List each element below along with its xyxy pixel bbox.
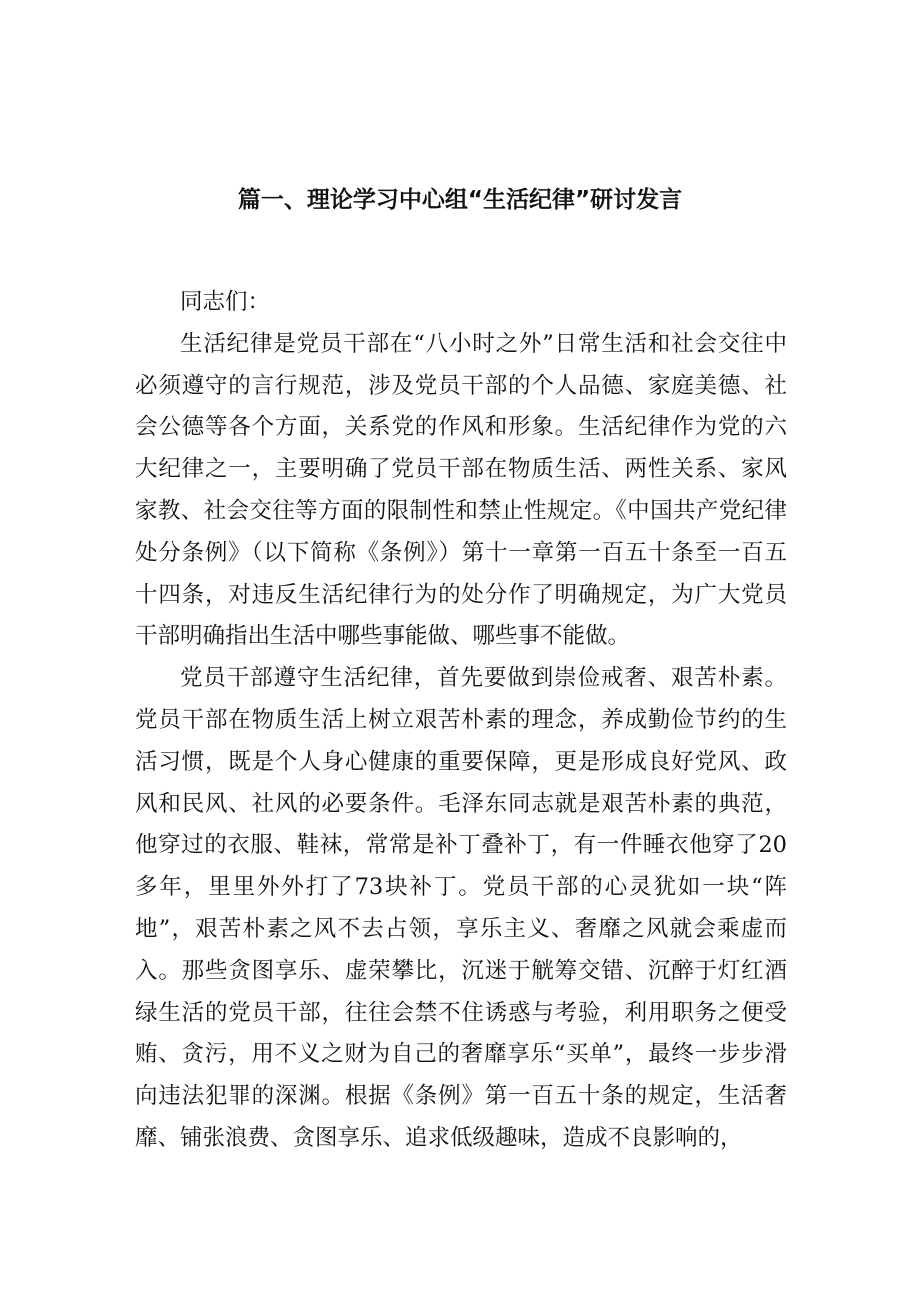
paragraph: 生活纪律是党员干部在“八小时之外”日常生活和社会交往中必须遵守的言行规范，涉及党员干部的个人品德、家庭美德、社会公德等各个方面，关系党的作风和形象。生活纪律作为党的六大纪律之一，主要明确了党员干部在物质生活、两性关系、家风家教、社会交往等方面的限制性和禁止性规定。《中国共产党纪律处分条例》（以下简称《条例》）第十一章第一百五十条至一百五十四条，对违反生活纪律行为的处分作了明确规定，为广大党员干部明确指出生活中哪些事能做、哪些事不能做。 (135, 330, 787, 650)
salutation: 同志们： (180, 289, 271, 315)
paragraph: 党员干部遵守生活纪律，首先要做到崇俭戒奢、艰苦朴素。党员干部在物质生活上树立艰苦朴素的理念，养成勤俭节约的生活习惯，既是个人身心健康的重要保障，更是形成良好党风、政风和民风、社风的必要条件。毛泽东同志就是艰苦朴素的典范，他穿过的衣服、鞋袜，常常是补丁叠补丁，有一件睡衣他穿了20多年，里里外外打了73块补丁。党员干部的心灵犹如一块“阵地”，艰苦朴素之风不去占领，享乐主义、奢靡之风就会乘虚而入。那些贪图享乐、虚荣攀比，沉迷于觥筹交错、沉醉于灯红酒绿生活的党员干部，往往会禁不住诱惑与考验，利用职务之便受贿、贪污，用不义之财为自己的奢靡享乐“买单”，最终一步步滑向违法犯罪的深渊。根据《条例》第一百五十条的规定，生活奢靡、铺张浪费、贪图享乐、追求低级趣味，造成不良影响的， (135, 665, 787, 1151)
document-body (135, 282, 787, 1160)
document-title: 篇一、理论学习中心组“生活纪律”研讨发言 (237, 187, 683, 213)
